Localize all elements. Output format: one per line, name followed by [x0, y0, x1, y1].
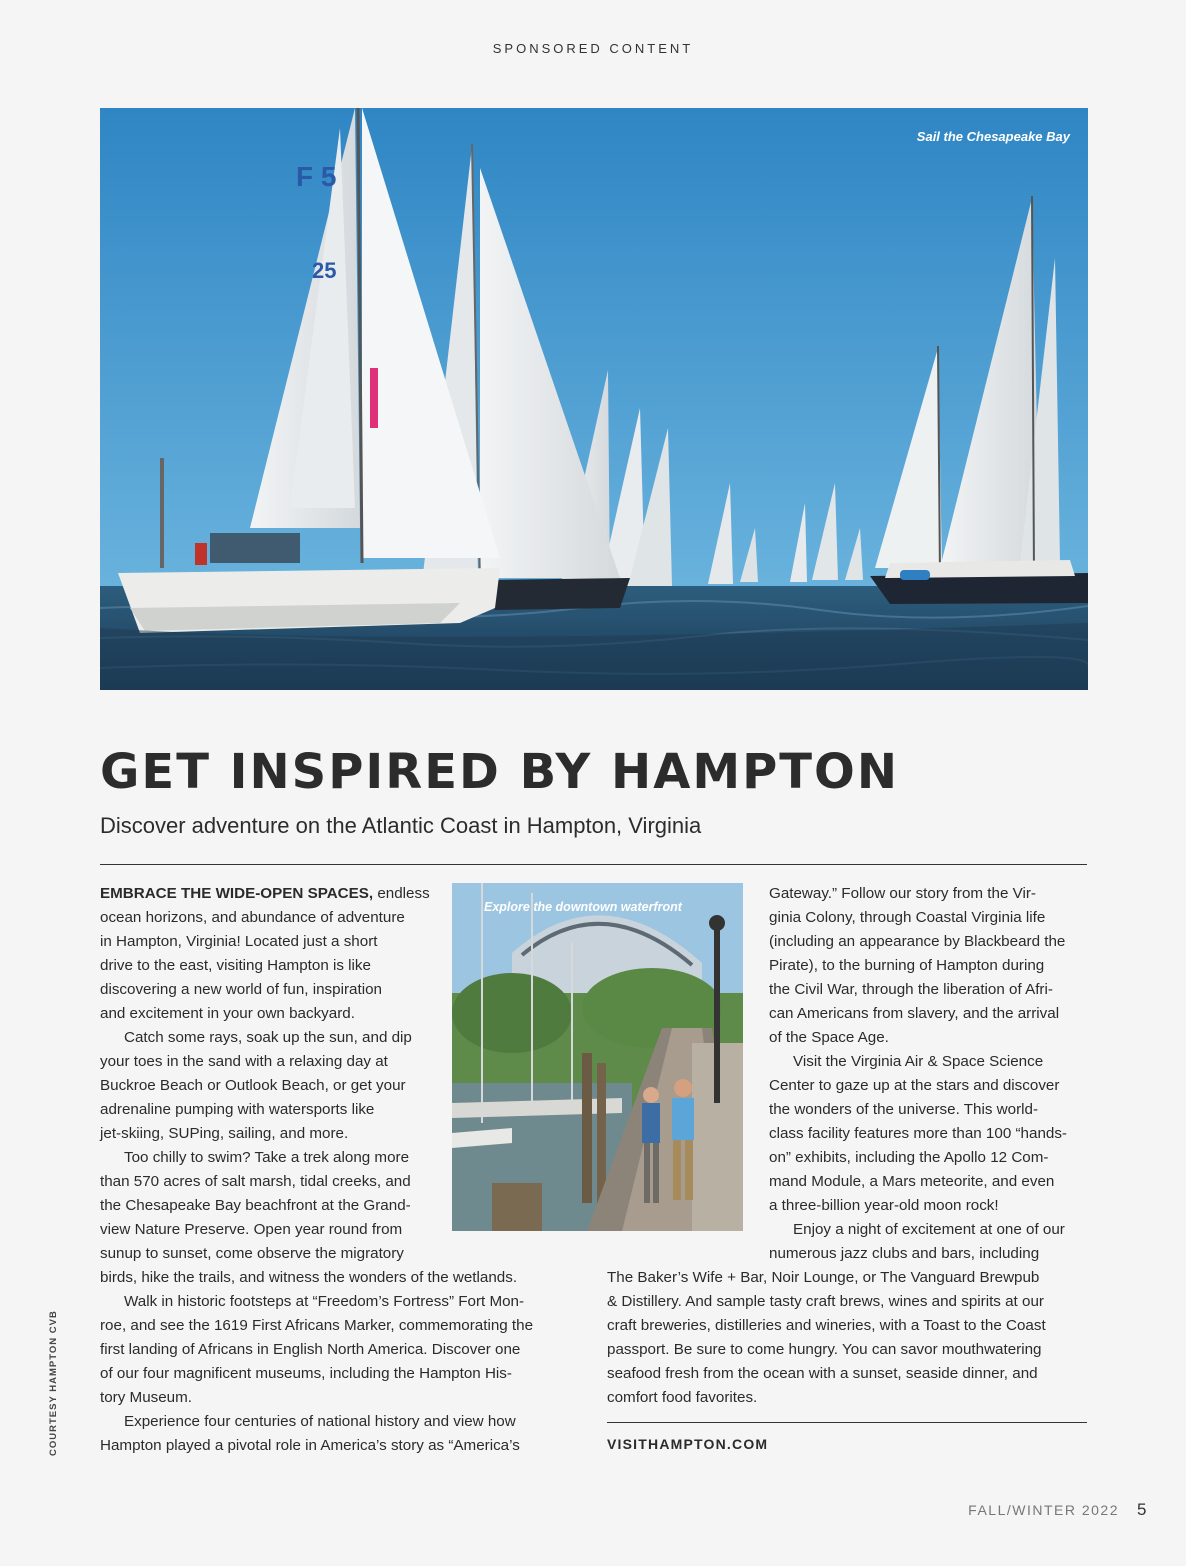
paragraph-line: the Civil War, through the liberation of Afri- — [769, 981, 1053, 998]
hero-caption: Sail the Chesapeake Bay — [916, 129, 1070, 144]
paragraph-line: mand Module, a Mars meteorite, and even — [769, 1173, 1055, 1190]
paragraph-line: craft breweries, distilleries and wineries, with a Toast to the Coast — [607, 1317, 1046, 1334]
paragraph-line: comfort food favorites. — [607, 1389, 758, 1406]
svg-text:F 5: F 5 — [296, 161, 337, 192]
paragraph-line: Gateway.” Follow our story from the Vir- — [769, 885, 1036, 902]
paragraph-line: The Baker’s Wife + Bar, Noir Lounge, or The Vanguard Brewpub — [607, 1269, 1040, 1286]
hero-image — [100, 108, 1088, 690]
paragraph-line: Experience four centuries of national history and view how — [124, 1413, 516, 1430]
sponsored-label: SPONSORED CONTENT — [492, 41, 694, 56]
body-column-2 — [769, 882, 1067, 1266]
paragraph-line: a three-billion year-old moon rock! — [769, 1197, 999, 1214]
paragraph-line: Walk in historic footsteps at “Freedom’s Fortress” Fort Mon- — [124, 1293, 525, 1310]
article-subtitle: Discover adventure on the Atlantic Coast in Hampton, Virginia — [100, 813, 702, 838]
photo-credit: COURTESY HAMPTON CVB — [48, 1310, 59, 1456]
paragraph-line: ginia Colony, through Coastal Virginia life — [769, 909, 1046, 926]
paragraph-line: passport. Be sure to come hungry. You can savor mouthwatering — [607, 1341, 1042, 1358]
paragraph-line: Too chilly to swim? Take a trek along more — [124, 1149, 410, 1166]
paragraph-line: Center to gaze up at the stars and discover — [769, 1077, 1060, 1094]
paragraph-line: Enjoy a night of excitement at one of our — [793, 1221, 1065, 1238]
paragraph-line: your toes in the sand with a relaxing day at — [100, 1053, 388, 1070]
article-title: GET INSPIRED BY HAMPTON — [100, 744, 899, 800]
paragraph-line: than 570 acres of salt marsh, tidal creeks, and — [100, 1173, 411, 1190]
paragraph-line: Visit the Virginia Air & Space Science — [793, 1053, 1044, 1070]
page-number: 5 — [1137, 1500, 1147, 1519]
paragraph-line: seafood fresh from the ocean with a sunset, seaside dinner, and — [607, 1365, 1038, 1382]
paragraph-line: tory Museum. — [100, 1389, 192, 1406]
paragraph-line: Buckroe Beach or Outlook Beach, or get your — [100, 1077, 406, 1094]
paragraph-line: class facility features more than 100 “hands- — [769, 1125, 1067, 1142]
paragraph-line: of our four magnificent museums, including the Hampton His- — [100, 1365, 512, 1382]
issue-label: FALL/WINTER 2022 — [968, 1502, 1119, 1518]
paragraph-line: Hampton played a pivotal role in America’s story as “America’s — [100, 1437, 520, 1454]
paragraph-line: adrenaline pumping with watersports like — [100, 1101, 375, 1118]
paragraph-line: (including an appearance by Blackbeard the — [769, 933, 1066, 950]
body-column-2-wide — [607, 1266, 1046, 1410]
paragraph-line: discovering a new world of fun, inspiration — [100, 981, 382, 998]
footer-divider — [607, 1422, 1087, 1423]
paragraph-line: ocean horizons, and abundance of adventure — [100, 909, 405, 926]
paragraph-line: of the Space Age. — [769, 1029, 889, 1046]
waterfront-illustration — [452, 883, 743, 1231]
paragraph-line: can Americans from slavery, and the arrival — [769, 1005, 1060, 1022]
paragraph-line: sunup to sunset, come observe the migratory — [100, 1245, 404, 1262]
paragraph-line: numerous jazz clubs and bars, including — [769, 1245, 1040, 1262]
paragraph-line: birds, hike the trails, and witness the wonders of the wetlands. — [100, 1269, 518, 1286]
svg-text:25: 25 — [312, 258, 337, 283]
paragraph-line — [100, 882, 430, 906]
waterfront-photo — [452, 883, 743, 1231]
paragraph-line: Pirate), to the burning of Hampton during — [769, 957, 1045, 974]
sailboats-illustration — [100, 108, 1088, 690]
paragraph-line: on” exhibits, including the Apollo 12 Com- — [769, 1149, 1049, 1166]
paragraph-line: view Nature Preserve. Open year round from — [100, 1221, 403, 1238]
paragraph-line: the Chesapeake Bay beachfront at the Grand- — [100, 1197, 411, 1214]
paragraph-line: & Distillery. And sample tasty craft brews, wines and spirits at our — [607, 1293, 1044, 1310]
paragraph-line: endless — [373, 885, 430, 902]
title-divider — [100, 864, 1087, 865]
paragraph-line: in Hampton, Virginia! Located just a short — [100, 933, 378, 950]
paragraph-line: and excitement in your own backyard. — [100, 1005, 355, 1022]
paragraph-line: Catch some rays, soak up the sun, and dip — [124, 1029, 412, 1046]
inset-caption: Explore the downtown waterfront — [484, 900, 682, 914]
paragraph-line: jet-skiing, SUPing, sailing, and more. — [100, 1125, 349, 1142]
paragraph-line: roe, and see the 1619 First Africans Marker, commemorating the — [100, 1317, 534, 1334]
body-column-1 — [100, 882, 430, 1266]
paragraph-line: the wonders of the universe. This world- — [769, 1101, 1039, 1118]
website-link[interactable]: VISITHAMPTON.COM — [607, 1436, 769, 1452]
lead-in: EMBRACE THE WIDE-OPEN SPACES, — [100, 885, 374, 902]
paragraph-line: first landing of Africans in English North America. Discover one — [100, 1341, 521, 1358]
body-column-1-wide — [100, 1266, 533, 1458]
paragraph-line: drive to the east, visiting Hampton is like — [100, 957, 371, 974]
